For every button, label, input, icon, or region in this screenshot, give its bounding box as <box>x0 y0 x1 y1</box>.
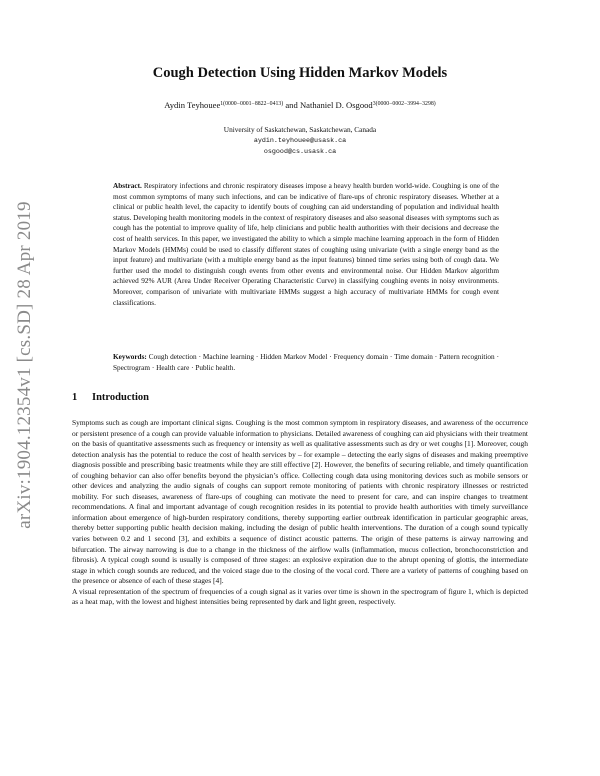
affiliation: University of Saskatchewan, Saskatchewan, Canada <box>223 125 377 134</box>
arxiv-identifier-stamp <box>10 130 40 600</box>
author-affiliation-orcid: 3(0000−0002−3994−3298) <box>372 101 436 107</box>
section-number: 1 <box>72 392 78 403</box>
body-paragraph: A visual representation of the spectrum of frequencies of a cough signal as it varies over time is shown in the spectrogram of figure 1, which is depicted as a heat map, with the lowest and highest intensities being represented by dark and light green, respectively. <box>72 586 528 607</box>
keywords-label: Keywords: <box>113 353 147 361</box>
author-joiner: and <box>283 100 300 110</box>
section-heading <box>72 392 149 403</box>
abstract-label: Abstract. <box>113 182 142 190</box>
body-paragraph: Symptoms such as cough are important clinical signs. Coughing is the most common symptom in respiratory diseases, and awareness of the occurrence or persistent presence of a cough can provide valuable information to physicians. Detailed awareness of coughing can aid physicians with their treatment on the basis of quantitative assessments such as frequency or intensity as well as qualitative assessments such as dry or wet coughs [1]. Moreover, cough detection analysis has the potential to reduce the cost of health services by – for example – detecting the early signs of diseases and making preemptive diagnosis possible and prescribing basic treatments while they are still effective [2]. However, the benefits of securing reliable, and timely quantification of coughing behavior can also offer benefits beyond the physician’s office. Collecting cough data using monitoring devices such as mobile sensors or other devices and analyzing the audio signals of coughs can support remote monitoring of patients with chronic respiratory illnesses or restricted mobility. For such diseases, awareness of flare-ups of coughing can motivate the need to present for care, and can inspire changes to treatment recommendations. A final and important advantage of cough recognition resides in its potential to provide health authorities with timely surveillance information about emergence of high-burden respiratory conditions, thereby supporting earlier outbreak identification in particular geographic areas, thereby better supporting public health decision making, including the design of public health interventions. The duration of a cough sound typically varies between 0.2 and 1 second [3], and exhibits a sequence of distinct acoustic patterns. The origin of these patterns is airway narrowing and bifurcation. The airway narrowing is due to a change in the thickness of the airflow walls (inflammation, mucus collection, bronchoconstriction and fibrosis). A typical cough sound is usually is composed of three stages: an explosive expiration due to the abrupt opening of glottis, the intermediate stage in which cough sounds are reduced, and the voiced stage due to the closing of the vocal cord. There are a variety of patterns of coughing based on the presence or absence of each of these stages [4]. <box>72 418 528 586</box>
section-title: Introduction <box>92 392 149 403</box>
abstract <box>113 181 499 308</box>
author-name: Aydin Teyhouee <box>164 100 221 110</box>
affiliation-block <box>0 124 600 159</box>
abstract-text: Respiratory infections and chronic respiratory diseases impose a heavy health burden world-wide. Coughing is one of the most common symptoms of many such infections, and can be indicative of flare-ups of chronic respiratory diseases. Whether at a clinical or public health level, the capacity to identify bouts of coughing can aid understanding of population and individual health status. Developing health monitoring models in the context of respiratory diseases and also seasonal diseases with symptoms such as cough has the potential to improve quality of life, help clinicians and public health authorities with their decisions and decrease the cost of health services. In this paper, we investigated the ability to which a simple machine learning approach in the form of Hidden Markov Models (HMMs) could be used to classify different states of coughing using univariate (with a single energy band as the input feature) and multivariate (with a multiple energy band as the input features) binned time series using both of cough data. We further used the model to distinguish cough events from other events and environmental noise. Our Hidden Markov algorithm achieved 92% AUR (Area Under Receiver Operating Characteristic Curve) in classifying coughing events in noisy environments. Moreover, comparison of univariate with multivariate HMMs suggest a high accuracy of multivariate HMMs for cough event classifications. <box>113 182 500 307</box>
author-email: aydin.teyhouee@usask.ca <box>253 136 347 145</box>
keywords-text: Cough detection · Machine learning · Hidden Markov Model · Frequency domain · Time domain · Pattern recognition · Spectrogram · Health care · Public health. <box>113 353 499 372</box>
author-list <box>0 100 600 110</box>
arxiv-stamp-text: arXiv:1904.12354v1 [cs.SD] 28 Apr 2019 <box>14 201 35 529</box>
paper-title: Cough Detection Using Hidden Markov Models <box>152 65 448 81</box>
author-email: osgood@cs.usask.ca <box>263 148 337 156</box>
author-affiliation-orcid: 1(0000−0001−8822−0413) <box>220 101 284 107</box>
author-name: Nathaniel D. Osgood <box>299 100 373 110</box>
keywords <box>113 352 499 373</box>
section-body <box>72 418 528 608</box>
